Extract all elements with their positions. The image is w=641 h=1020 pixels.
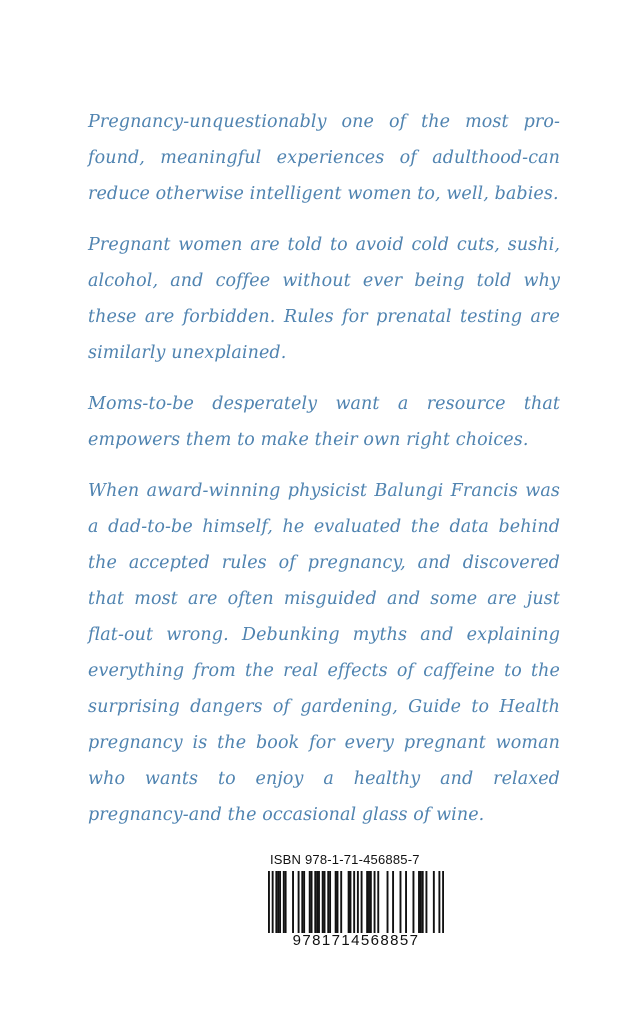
barcode-bar [377, 871, 379, 933]
barcode-bar [370, 871, 372, 933]
barcode-bar [400, 871, 402, 933]
barcode-bar [420, 871, 422, 933]
blurb-paragraph-4: When award-winning physicist Balungi Francis was a dad-to-be himself, he evaluated the data behind the accepted rules of pregnancy, and discovered that most are often misguided and some are just flat-out wrong. Debunking myths and explaining everything from the real effects of caffeine to the surprising dangers of gardening, Guide to Health pregnancy is the book for every pregnant woman who wants to enjoy a healthy and relaxed pregnancy-and the occasional glass of wine. [88, 481, 560, 825]
barcode-icon [268, 871, 444, 933]
barcode-bar [279, 871, 281, 933]
barcode-bar [322, 871, 324, 933]
barcode-bar [311, 871, 313, 933]
barcode-bar [387, 871, 389, 933]
barcode-bar [425, 871, 427, 933]
barcode-bar [357, 871, 359, 933]
barcode-bar [337, 871, 339, 933]
barcode-bar [418, 871, 420, 933]
barcode-bar [366, 871, 368, 933]
barcode-bar [413, 871, 415, 933]
barcode-bar [301, 871, 303, 933]
barcode-bar [374, 871, 376, 933]
isbn-barcode-block [268, 852, 444, 954]
barcode-bar [314, 871, 316, 933]
barcode-bar [329, 871, 331, 933]
barcode-bar [292, 871, 294, 933]
barcode-digits: 9781714568857 [292, 932, 420, 949]
barcode-bar [298, 871, 300, 933]
barcode-bar [318, 871, 320, 933]
barcode-bar [361, 871, 363, 933]
barcode-bar [309, 871, 311, 933]
barcode-bar [324, 871, 326, 933]
barcode-bar [442, 871, 444, 933]
barcode-bar [275, 871, 277, 933]
barcode-bar [353, 871, 355, 933]
barcode-bar [327, 871, 329, 933]
barcode-bar [368, 871, 370, 933]
blurb-paragraph-2: Pregnant women are told to avoid cold cuts, sushi, alcohol, and coffee without ever being told why these are forbidden. Rules for prenatal testing are similarly unexplained. [88, 235, 560, 363]
isbn-label: ISBN 978-1-71-456885-7 [270, 852, 420, 867]
barcode-bar [272, 871, 274, 933]
barcode-bar [438, 871, 440, 933]
barcode-bar [340, 871, 342, 933]
barcode-bar [422, 871, 424, 933]
barcode-bar [316, 871, 318, 933]
barcode-bar [405, 871, 407, 933]
barcode-bar [283, 871, 285, 933]
barcode-bar [392, 871, 394, 933]
barcode-bar [277, 871, 279, 933]
barcode-bar [433, 871, 435, 933]
barcode-bar [335, 871, 337, 933]
back-cover-blurb [88, 104, 560, 848]
barcode-bar [268, 871, 270, 933]
blurb-paragraph-3: Moms-to-be desperately want a resource that empowers them to make their own right choices. [88, 394, 560, 450]
blurb-paragraph-1: Pregnancy-unquestionably one of the most pro-found, meaningful experiences of adulthood-can reduce otherwise intelligent women to, well, babies. [88, 112, 560, 204]
barcode-bar [303, 871, 305, 933]
barcode-bar [348, 871, 350, 933]
barcode-bar [285, 871, 287, 933]
barcode-bar [350, 871, 352, 933]
